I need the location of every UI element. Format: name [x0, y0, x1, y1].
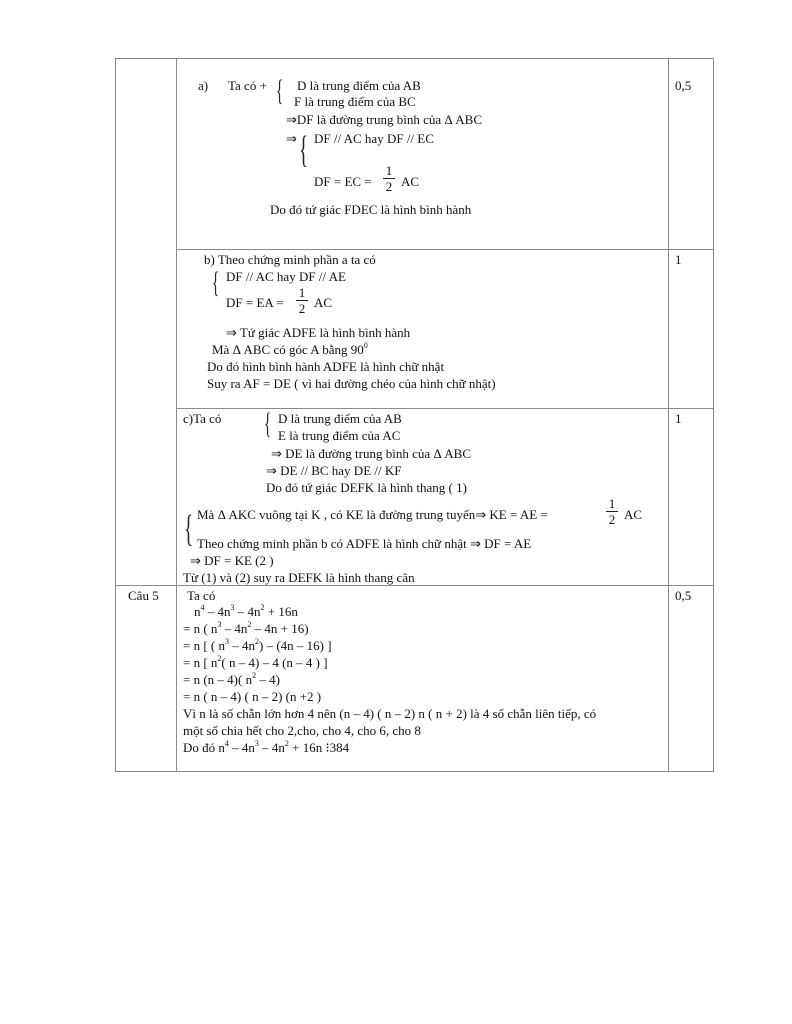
exponent: 2 — [260, 603, 265, 612]
expr-term: = n [ n — [183, 655, 218, 670]
part-a-line-5-ac: AC — [401, 174, 420, 189]
brace-icon: { — [299, 129, 309, 171]
degree-superscript: 0 — [363, 341, 368, 350]
part-a-score: 0,5 — [675, 78, 692, 93]
cau-5-line-9: một số chia hết cho 2,cho, cho 4, cho 6, cho 8 — [183, 723, 421, 738]
expr-term: = n (n – 4)( n — [183, 672, 253, 687]
expr-term: – 4) — [256, 672, 280, 687]
table-border-right — [713, 58, 714, 772]
expr-term: + 16n — [264, 604, 298, 619]
part-b-score: 1 — [675, 252, 682, 267]
brace-icon: { — [264, 407, 272, 440]
cau-5-line-2 — [194, 604, 298, 619]
expr-term: ( n – 4) – 4 (n – 4 ) ] — [221, 655, 328, 670]
expr-term: = n [ ( n — [183, 638, 225, 653]
expr-term: Do đó n — [183, 740, 225, 755]
exponent: 2 — [217, 654, 222, 663]
expr-term: n — [194, 604, 201, 619]
part-a-implies: ⇒ — [286, 131, 297, 146]
part-a-line-4: DF // AC hay DF // EC — [314, 131, 434, 146]
part-c-line-4: ⇒ DE // BC hay DE // KF — [266, 463, 402, 478]
fraction-numerator: 1 — [298, 285, 306, 300]
fraction-numerator: 1 — [608, 496, 616, 511]
exponent: 3 — [225, 637, 229, 646]
cau-5-line-10 — [183, 740, 349, 755]
part-c-line-2: E là trung điểm của AC — [278, 428, 401, 443]
table-col-divider-1 — [176, 58, 177, 772]
part-a-line-2: F là trung điểm của BC — [294, 94, 416, 109]
cau-5-line-1: Ta có — [187, 588, 216, 603]
table-col-divider-2 — [668, 58, 669, 772]
part-b-line-4: ⇒ Tứ giác ADFE là hình bình hành — [226, 325, 411, 340]
part-a-line-1: D là trung điểm của AB — [297, 78, 421, 93]
table-border-top — [115, 58, 714, 59]
part-b-line-1: b) Theo chứng minh phần a ta có — [204, 252, 376, 267]
part-b-line-3: DF = EA = — [226, 295, 284, 310]
part-b-line-6: Do đó hình bình hành ADFE là hình chữ nhật — [207, 359, 445, 374]
part-a-line-5: DF = EC = — [314, 174, 372, 189]
cau-5-line-8: Vì n là số chẵn lớn hơn 4 nên (n – 4) ( n – 2) n ( n + 2) là 4 số chẵn liên tiếp, có — [183, 706, 597, 721]
part-c-line-7: Theo chứng minh phần b có ADFE là hình chữ nhật ⇒ DF = AE — [197, 536, 532, 551]
cau-5-label: Câu 5 — [128, 588, 159, 603]
part-a-line-3: ⇒DF là đường trung bình của Δ ABC — [286, 112, 483, 127]
cau-5-line-7: = n ( n – 4) ( n – 2) (n +2 ) — [183, 689, 322, 704]
part-c-line-5: Do đó tứ giác DEFK là hình thang ( 1) — [266, 480, 467, 495]
exponent: 3 — [254, 739, 259, 748]
part-c-line-8: ⇒ DF = KE (2 ) — [190, 553, 274, 568]
part-c-line-3: ⇒ DE là đường trung bình của Δ ABC — [271, 446, 471, 461]
expr-term: – 4n — [234, 604, 261, 619]
expr-term: + 16n ⁝384 — [288, 740, 350, 755]
expr-term: – 4n + 16) — [251, 621, 309, 636]
part-c-score: 1 — [675, 411, 682, 426]
fraction-half — [606, 497, 618, 526]
part-b-line-2: DF // AC hay DF // AE — [226, 269, 346, 284]
brace-icon: { — [184, 508, 194, 550]
expr-term: – 4n — [221, 621, 248, 636]
expr-term: – 4n — [229, 638, 255, 653]
expr-term: ) – (4n – 16) ] — [259, 638, 332, 653]
part-b-line-3-ac: AC — [314, 295, 333, 310]
expr-term: – 4n — [204, 604, 231, 619]
exponent: 3 — [230, 603, 235, 612]
exponent: 4 — [224, 739, 229, 748]
row-divider-bc — [176, 408, 714, 409]
fraction-half — [296, 286, 308, 315]
exponent: 2 — [284, 739, 289, 748]
fraction-denominator: 2 — [608, 512, 616, 527]
table-border-bottom — [115, 771, 714, 772]
part-a-label: a) — [198, 78, 209, 93]
cau-5-line-5 — [183, 655, 328, 670]
exponent: 2 — [247, 620, 252, 629]
part-a-line-6: Do đó tứ giác FDEC là hình bình hành — [270, 202, 472, 217]
row-divider-cau5 — [115, 585, 714, 586]
expr-term: – 4n — [228, 740, 255, 755]
part-b-line-5 — [212, 342, 368, 357]
part-c-line-6: Mà Δ AKC vuông tại K , có KE là đường trung tuyến⇒ KE = AE = — [197, 507, 548, 522]
expr-term: – 4n — [258, 740, 285, 755]
row-divider-ab — [176, 249, 714, 250]
part-c-line-6-ac: AC — [624, 507, 643, 522]
fraction-numerator: 1 — [385, 163, 393, 178]
exponent: 4 — [200, 603, 205, 612]
brace-icon: { — [276, 74, 284, 107]
part-a-intro: Ta có + — [228, 78, 267, 93]
fraction-denominator: 2 — [385, 179, 393, 194]
part-b-line-5-text: Mà Δ ABC có góc A bằng 90 — [212, 342, 364, 357]
exponent: 3 — [217, 620, 222, 629]
cau-5-line-6 — [183, 672, 280, 687]
brace-icon: { — [212, 266, 220, 299]
part-c-label: c)Ta có — [183, 411, 222, 426]
cau-5-score: 0,5 — [675, 588, 692, 603]
fraction-denominator: 2 — [298, 301, 306, 316]
table-border-left — [115, 58, 116, 772]
part-c-line-1: D là trung điểm của AB — [278, 411, 402, 426]
cau-5-line-3 — [183, 621, 309, 636]
part-c-line-9: Từ (1) và (2) suy ra DEFK là hình thang cân — [183, 570, 415, 585]
part-b-line-7: Suy ra AF = DE ( vì hai đường chéo của hình chữ nhật) — [207, 376, 496, 391]
exponent: 2 — [255, 637, 259, 646]
fraction-half — [383, 164, 395, 193]
cau-5-line-4 — [183, 638, 332, 653]
expr-term: = n ( n — [183, 621, 218, 636]
exponent: 2 — [252, 671, 257, 680]
